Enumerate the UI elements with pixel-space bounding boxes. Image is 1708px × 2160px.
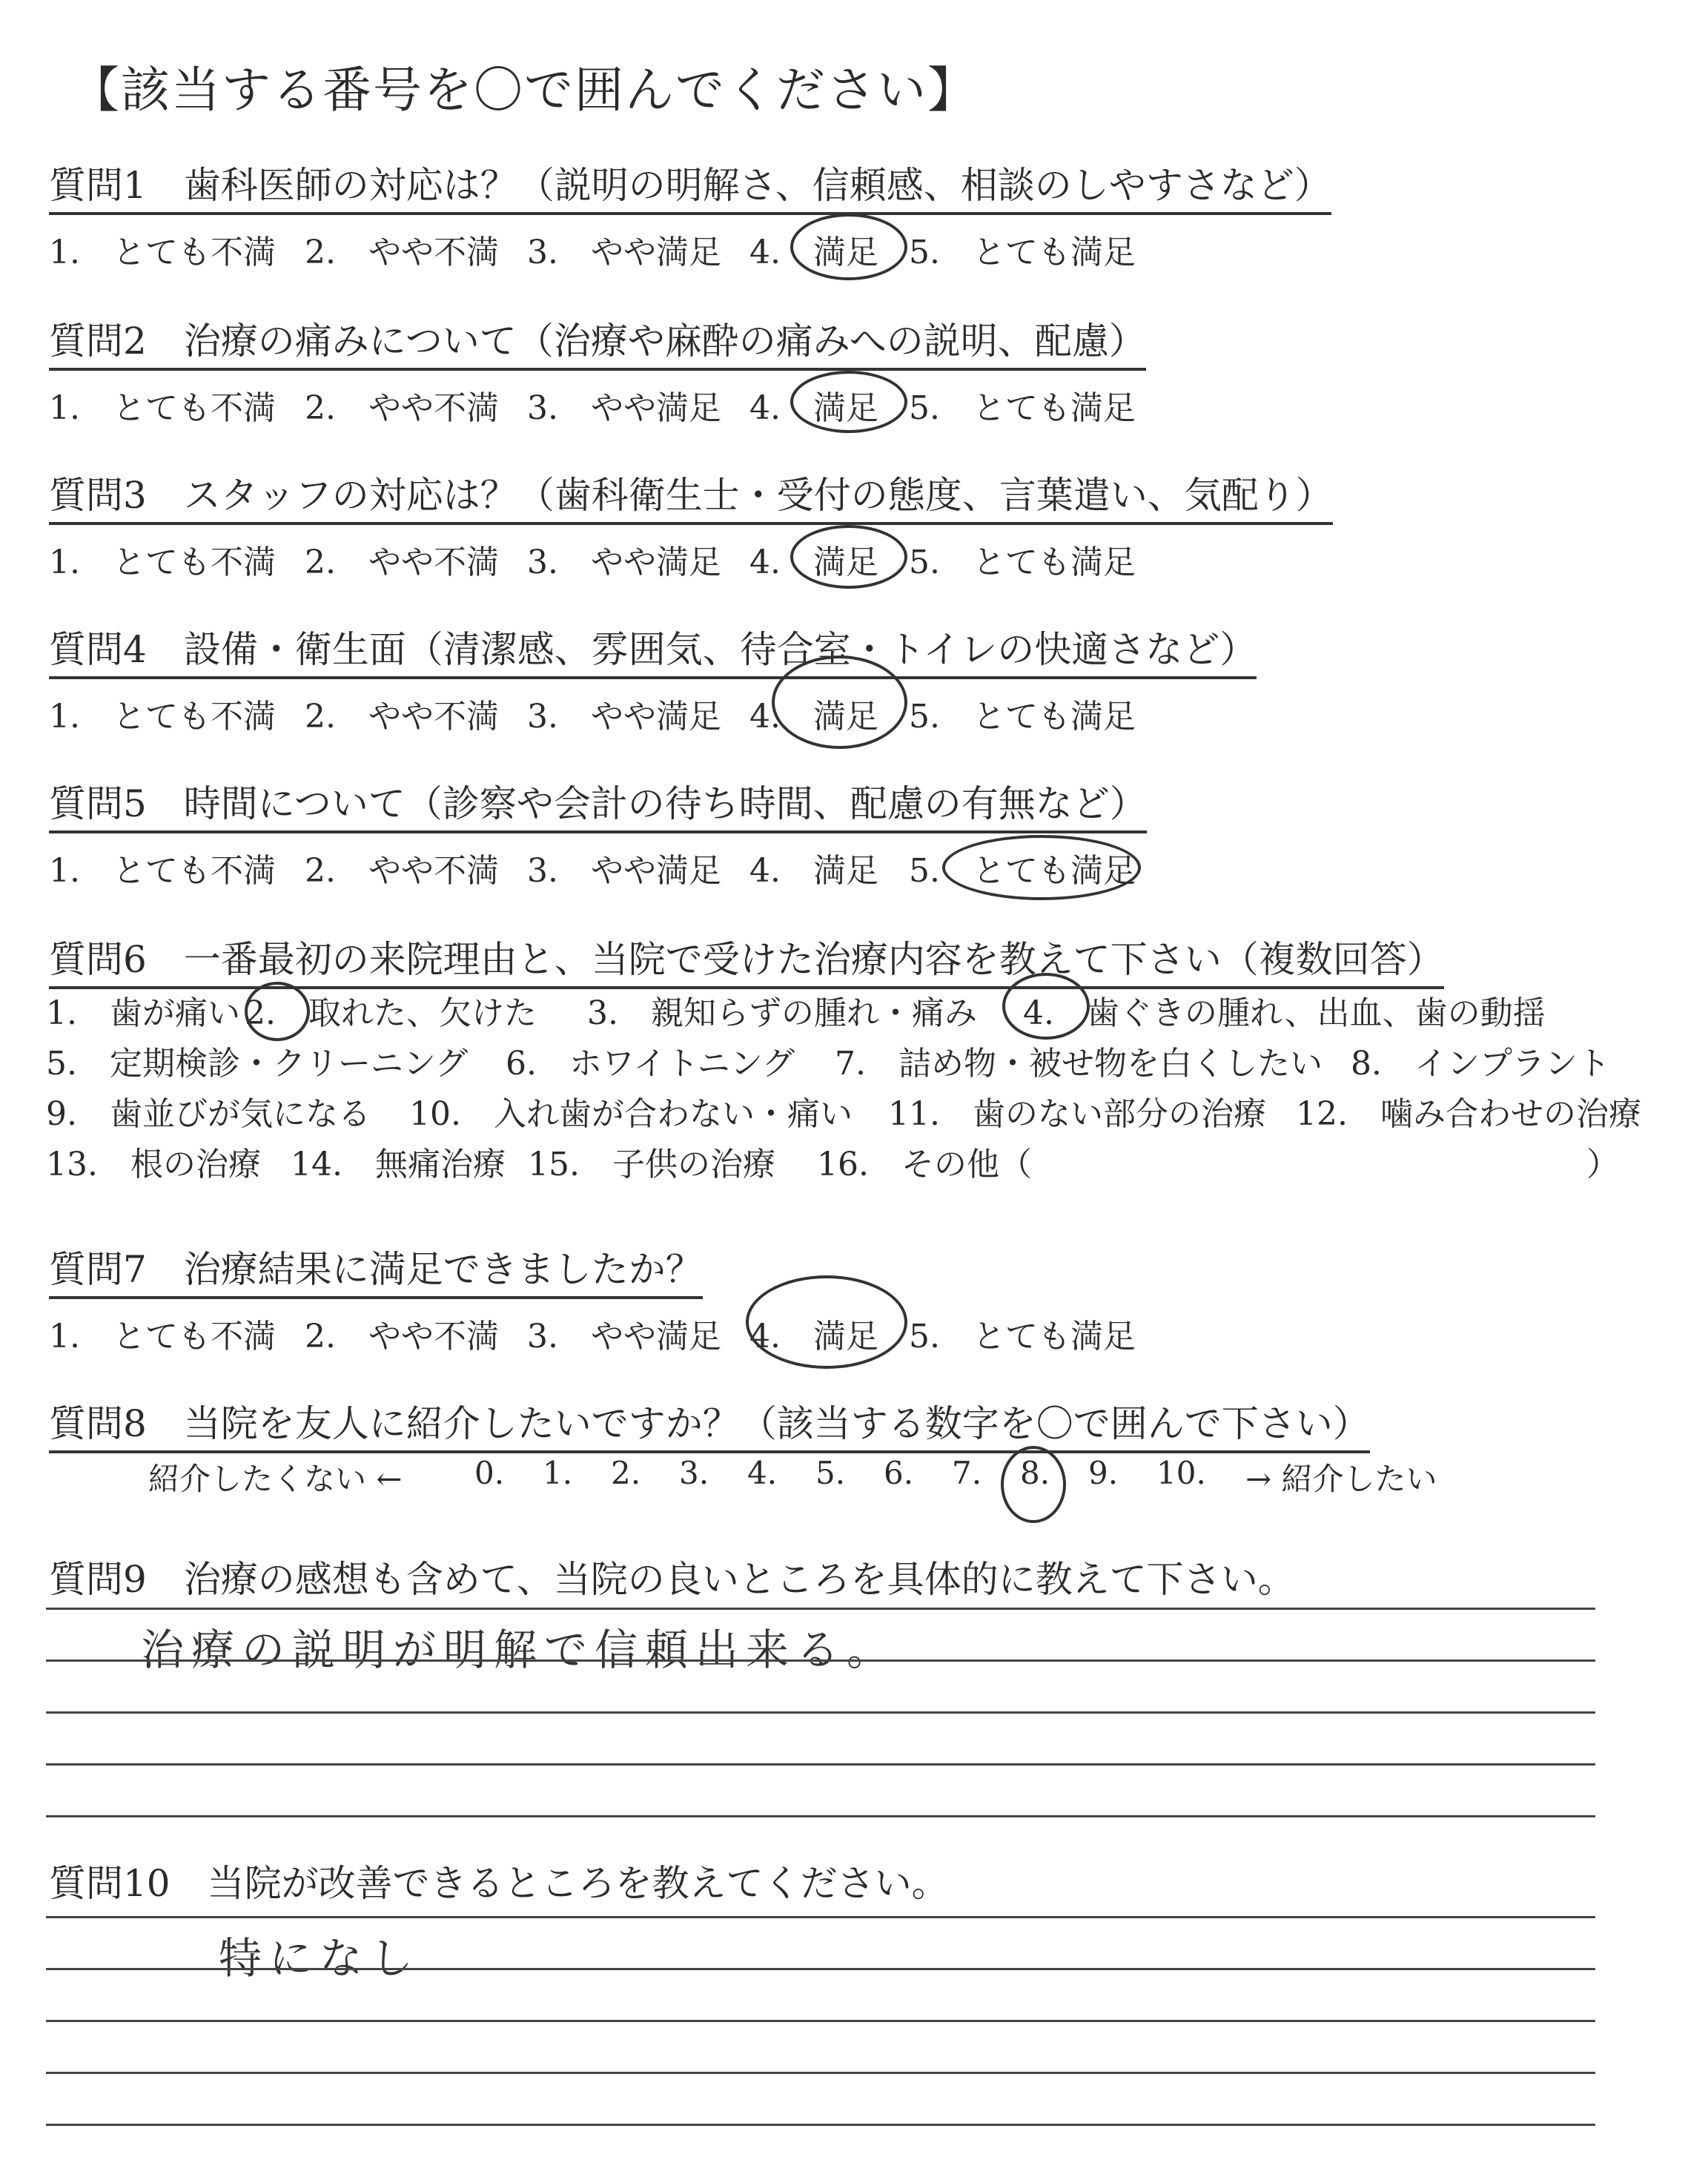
q6-item-11[interactable]: 11. 歯のない部分の治療 (888, 1095, 1266, 1133)
q7-option-4[interactable]: 4. 満足 (749, 1318, 878, 1355)
q5-option-3[interactable]: 3. やや満足 (527, 852, 721, 890)
question-5-title: 質問5 時間について（診察や会計の待ち時間、配慮の有無など） (49, 774, 1147, 833)
q10-rule-3 (46, 2020, 1595, 2022)
q6-row-4 (46, 1137, 1677, 1182)
q8-number-6[interactable]: 6. (884, 1455, 914, 1491)
q6-item-13[interactable]: 13. 根の治療 (46, 1146, 261, 1183)
question-2-title: 質問2 治療の痛みについて（治療や麻酔の痛みへの説明、配慮） (49, 311, 1146, 371)
q8-number-5[interactable]: 5. (815, 1455, 846, 1491)
q6-row-3 (46, 1087, 1677, 1132)
q1-option-2[interactable]: 2. やや不満 (305, 234, 499, 271)
question-9-title: 質問9 治療の感想も含めて、当院の良いところを具体的に教えて下さい。 (49, 1558, 1295, 1601)
q8-number-10[interactable]: 10. (1156, 1455, 1206, 1491)
question-10-title: 質問10 当院が改善できるところを教えてください。 (49, 1862, 949, 1905)
q3-option-1[interactable]: 1. とても不満 (49, 544, 276, 581)
question-10 (49, 1854, 949, 1910)
q9-rule-5 (46, 1815, 1595, 1817)
q4-option-3[interactable]: 3. やや満足 (527, 698, 721, 736)
q8-number-1[interactable]: 1. (543, 1455, 573, 1491)
q8-number-2[interactable]: 2. (611, 1455, 641, 1491)
question-7 (49, 1240, 1136, 1357)
q1-option-1[interactable]: 1. とても不満 (49, 234, 276, 271)
q1-option-3[interactable]: 3. やや満足 (527, 234, 721, 271)
q8-scale (148, 1455, 1483, 1507)
q2-option-3[interactable]: 3. やや満足 (527, 389, 721, 427)
q8-number-8[interactable]: 8. (1020, 1455, 1050, 1491)
q6-item-14[interactable]: 14. 無痛治療 (291, 1146, 506, 1183)
q10-rule-2 (46, 1968, 1595, 1970)
q9-handwritten-answer: 治療の説明が明解で信頼出来る。 (141, 1625, 898, 1675)
q1-option-4[interactable]: 4. 満足 (749, 234, 878, 271)
q8-number-7[interactable]: 7. (952, 1455, 982, 1491)
q5-option-1[interactable]: 1. とても不満 (49, 852, 276, 890)
page-title: 【該当する番号を〇で囲んでください】 (70, 62, 978, 119)
q8-number-3[interactable]: 3. (679, 1455, 709, 1491)
q9-rule-2 (46, 1659, 1595, 1662)
question-4-options (49, 685, 1257, 737)
question-2 (49, 311, 1146, 429)
q4-option-5[interactable]: 5. とても満足 (909, 698, 1136, 736)
q3-option-2[interactable]: 2. やや不満 (305, 544, 499, 581)
q6-other-close-paren: ） (1586, 1146, 1619, 1183)
question-9 (49, 1550, 1295, 1606)
q10-rule-5 (46, 2124, 1595, 2126)
q4-option-2[interactable]: 2. やや不満 (305, 698, 499, 736)
q7-option-5[interactable]: 5. とても満足 (909, 1318, 1136, 1355)
q10-handwritten-answer: 特になし (219, 1933, 421, 1984)
question-3-options (49, 531, 1333, 583)
q6-row-2 (46, 1037, 1677, 1081)
q7-option-3[interactable]: 3. やや満足 (527, 1318, 721, 1355)
q6-row-1 (46, 986, 1677, 1031)
q1-option-5[interactable]: 5. とても満足 (909, 234, 1136, 271)
question-8-title: 質問8 当院を友人に紹介したいですか？（該当する数字を〇で囲んで下さい） (49, 1394, 1370, 1453)
q5-option-4[interactable]: 4. 満足 (749, 852, 878, 890)
q5-option-5[interactable]: 5. とても満足 (909, 852, 1136, 890)
question-5-options (49, 839, 1147, 891)
q8-number-4[interactable]: 4. (747, 1455, 778, 1491)
q9-rule-1 (46, 1608, 1595, 1610)
q6-item-16[interactable]: 16. その他（ (817, 1146, 1032, 1183)
q8-right-label: → 紹介したい (1245, 1461, 1437, 1497)
question-6 (49, 930, 1444, 989)
question-1-options (49, 221, 1331, 273)
q3-option-4[interactable]: 4. 満足 (749, 544, 878, 581)
q5-option-2[interactable]: 2. やや不満 (305, 852, 499, 890)
q7-option-1[interactable]: 1. とても不満 (49, 1318, 276, 1355)
question-3 (49, 466, 1333, 583)
q6-item-12[interactable]: 12. 噛み合わせの治療 (1296, 1095, 1641, 1133)
q4-option-4[interactable]: 4. 満足 (749, 698, 878, 736)
question-4 (49, 620, 1257, 737)
q6-item-15[interactable]: 15. 子供の治療 (528, 1146, 775, 1183)
q6-item-2[interactable]: 2. 取れた、欠けた (245, 994, 537, 1032)
q6-item-5[interactable]: 5. 定期検診・クリーニング (46, 1045, 469, 1083)
q2-option-4[interactable]: 4. 満足 (749, 389, 878, 427)
question-7-title: 質問7 治療結果に満足できましたか？ (49, 1240, 703, 1299)
q8-number-9[interactable]: 9. (1088, 1455, 1119, 1491)
q2-option-1[interactable]: 1. とても不満 (49, 389, 276, 427)
q9-rule-4 (46, 1763, 1595, 1766)
q4-option-1[interactable]: 1. とても不満 (49, 698, 276, 736)
q6-item-6[interactable]: 6. ホワイトニング (506, 1045, 795, 1083)
question-8 (49, 1394, 1370, 1453)
q6-item-8[interactable]: 8. インプラント (1351, 1045, 1610, 1083)
question-7-options (49, 1305, 1136, 1357)
q6-item-7[interactable]: 7. 詰め物・被せ物を白くしたい (835, 1045, 1323, 1083)
q2-option-5[interactable]: 5. とても満足 (909, 389, 1136, 427)
q10-rule-4 (46, 2072, 1595, 2074)
q6-item-10[interactable]: 10. 入れ歯が合わない・痛い (409, 1095, 853, 1133)
question-6-title: 質問6 一番最初の来院理由と、当院で受けた治療内容を教えて下さい（複数回答） (49, 930, 1444, 989)
q8-number-0[interactable]: 0. (474, 1455, 505, 1491)
q3-option-5[interactable]: 5. とても満足 (909, 544, 1136, 581)
q10-rule-1 (46, 1916, 1595, 1918)
question-2-options (49, 377, 1146, 429)
question-5 (49, 774, 1147, 891)
question-4-title: 質問4 設備・衛生面（清潔感、雰囲気、待合室・トイレの快適さなど） (49, 620, 1257, 679)
q6-item-4[interactable]: 4. 歯ぐきの腫れ、出血、歯の動揺 (1023, 994, 1546, 1032)
q6-item-9[interactable]: 9. 歯並びが気になる (46, 1095, 371, 1133)
question-1-title: 質問1 歯科医師の対応は？（説明の明解さ、信頼感、相談のしやすさなど） (49, 156, 1331, 215)
question-1 (49, 156, 1331, 273)
q3-option-3[interactable]: 3. やや満足 (527, 544, 721, 581)
q6-item-3[interactable]: 3. 親知らずの腫れ・痛み (587, 994, 977, 1032)
q6-item-1[interactable]: 1. 歯が痛い (46, 994, 240, 1032)
q8-left-label: 紹介したくない ← (148, 1461, 403, 1497)
q9-rule-3 (46, 1711, 1595, 1714)
q2-option-2[interactable]: 2. やや不満 (305, 389, 499, 427)
q7-option-2[interactable]: 2. やや不満 (305, 1318, 499, 1355)
question-3-title: 質問3 スタッフの対応は？（歯科衛生士・受付の態度、言葉遣い、気配り） (49, 466, 1333, 525)
